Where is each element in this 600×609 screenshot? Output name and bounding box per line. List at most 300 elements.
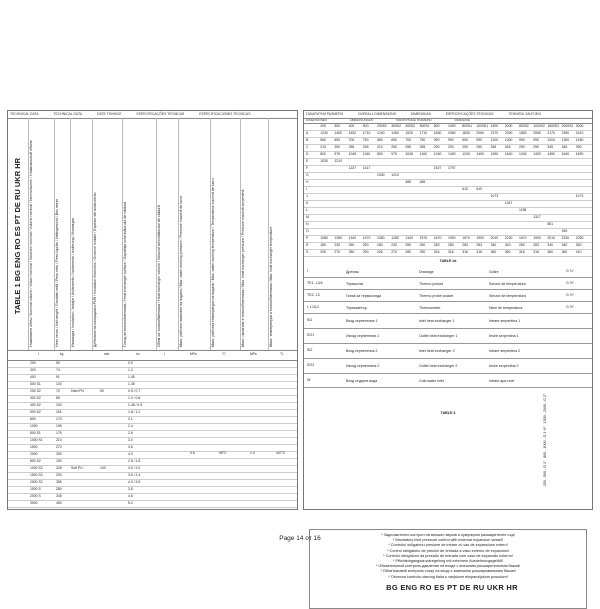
connection-code: SO1 [307,333,315,337]
table1-cell: 5.2 [128,501,133,505]
dim-cell: 800 [433,124,440,128]
connection-en: Outlet heat exchanger 1 [419,334,458,338]
dim-cell: 990 [448,138,454,142]
dim-cell: 1045 [348,152,357,156]
dim-cell: 250 [419,243,426,247]
dim-cell: 1450 [547,152,555,156]
dim-cell: 1640 [504,152,513,156]
dim-cell: 1450 [490,152,499,156]
connection-size: G ½" [566,281,575,285]
side-sizes [543,385,573,495]
dim-cell: 1080 [377,236,385,240]
table1-cell: 345 [56,494,62,498]
connection-code: I, L1/L2 [307,305,319,309]
table1-cell: 3000 [30,501,38,505]
table1-cell: 300 S2 [30,396,41,400]
warning-line: * Control obligatorio de presión de entrada a vaso externo de expansión! [386,548,509,553]
dim-cell: 1300 [504,138,513,142]
warning-line: * Controlo obrigatório da pressão de entrada com vaso de expansão externo! [383,553,513,558]
dim-cell: 380 [575,243,582,247]
dim-cell: 1073 [575,194,584,198]
dim-cell: 300S2 [391,124,401,128]
table1-cell: 70 [56,389,60,393]
table1-cell: 1.45 [128,375,135,379]
dim-cell: 1670 [433,236,442,240]
dim-cell: 1080 [320,236,328,240]
dim-cell: 1000 [448,124,456,128]
dim-cell: 1830 [519,131,527,135]
col-header-max-temp: Макс. работна температура на водата / Max. water working temperature / Temperatura maximă de lucru [210,118,241,350]
table1-cell: 0.9 / 0.7 [128,389,141,393]
dim-cell: 225 [377,250,383,254]
dim-cell: 255 [405,145,412,149]
dim-cell: 200 [320,124,326,128]
dim-cell: 2230 [561,236,570,240]
dim-cell: 1340 [405,236,413,240]
warning-line: * Obvezna kontrola ulaznog tlaka s vanjskom ekspanzijskom posudom! [388,574,508,579]
table1-cell: 91 [56,375,60,379]
dim-cell: M [306,215,309,219]
dim-cell: 1520 [405,131,413,135]
subheader-item: ABMESSUNGEN [349,118,374,122]
unit-cell: mm [104,352,110,356]
dim-cell: 230 [334,243,341,247]
connection-ro: Iesire serpentina 2 [489,364,519,368]
dim-cell: 1500S2 [547,124,560,128]
dim-cell: 560 [377,138,383,142]
col-header-hx-temp: Макс. температура в топлообменника / Max. heat exchanger temperature [268,118,297,350]
dim-cell: 283 [519,243,525,247]
table1-cell: 1000 [30,424,38,428]
connection-row [304,328,592,344]
header-item: OVERALL DIMENSIONS [357,112,396,116]
dim-cell: 1900 [533,236,541,240]
dim-cell: 1210 [334,159,342,163]
table1-cell: 2000 S [30,494,41,498]
side-sizes-text: 200 - 500 - G 1" 800 - 1000 - G 1 ½" 1500 - 2000 - G 2" [543,393,547,487]
table1-cell: 800 S1 [30,431,41,435]
dim-cell: 250 [362,243,369,247]
dim-cell: 210 [377,145,383,149]
dim-cell: 180 [377,243,383,247]
dim-cell: 650 [391,138,397,142]
connection-size: G ¾" [566,269,575,273]
connection-en: Thermometer [419,306,441,310]
col-header-volume: Номинален обем / Nominal volume / Volum nominal / Volumen nominal / Volume nominal / Nennvolumen / Номинальный объем [28,118,55,350]
dim-cell: 283 [533,243,539,247]
merged-max-temp: 95°C [219,451,227,455]
dim-cell: 316 [519,250,525,254]
table1-cell: 4.6 [128,494,133,498]
dim-cell: 800S1 [462,124,472,128]
dim-cell: 283 [476,243,483,247]
dim-cell: 650 [334,138,341,142]
header-item: TECHNICAL DATA [53,112,83,116]
dim-cell: I [306,187,307,191]
dim-cell: 2060 [476,131,484,135]
col-header-max-pressure: Макс. работно налягане на водата / Max. water working pressure / Presiune maximă de lucru [178,118,211,350]
table1-cell: 104 [56,403,62,407]
table1-cell: 1.8 / 1.2 [128,410,141,414]
connection-code: W [307,378,311,382]
warning-line: * Mandatory inlet pressure control with external expansion vessel! [392,538,504,543]
dim-cell: 290 [519,145,525,149]
dim-cell: 2250 [575,236,584,240]
table1-cell: 800 S2 [30,459,41,463]
dim-cell: 2060 [448,131,456,135]
dim-cell: 560 [320,138,326,142]
table1-cell: 330 [56,452,62,456]
table1-cell: 170 [56,417,62,421]
dim-cell: 1450 [575,138,584,142]
dim-cell: 316 [448,250,454,254]
connection-bg: Изход серпентина 1 [346,334,380,338]
dim-cell: 1000S1 [476,124,489,128]
unit-cell: MPa [250,352,257,356]
dim-cell: 316 [462,250,468,254]
dim-cell: 210 [320,145,326,149]
dim-cell: 1240 [519,152,527,156]
table1-cell: 1.45 / 0.9 [128,403,143,407]
dim-cell: 1830 [433,131,442,135]
table1-cell: 50 [100,389,104,393]
dim-cell: 340 [547,243,554,247]
table1-cell: 270 [56,445,62,449]
dim-cell: P [306,236,309,240]
dim-cell: 270 [391,250,397,254]
dim-cell: 1160 [362,152,371,156]
connection-bg: Вход студена вода [346,379,378,383]
dim-cell: 2010 [547,236,555,240]
dim-cell: 1690 [575,152,584,156]
table1-cell: 400 S2 [30,403,41,407]
dim-cell: 2390 [561,131,570,135]
table1-cell: 100 [100,466,106,470]
dim-cell: 975 [391,152,397,156]
dim-cell: 400S2 [405,124,416,128]
dim-cell: H [306,180,309,184]
dim-cell: 283 [462,243,468,247]
table1-cell: 2.6 [128,431,133,435]
table1-cell: 2.4 [128,424,133,428]
table1-cell: 1000 S2 [30,466,43,470]
dim-cell: 250 [348,243,355,247]
connection-ro: Iesire serpentina 1 [489,334,519,338]
connection-row [304,313,592,329]
dim-cell: A [306,131,309,135]
col-header-insulation: Изолация / Insulation / Izolaţie / Aislamiento / Isolamento / Isolierung / Изоляция [70,118,93,350]
dim-cell: 345 [561,145,568,149]
dim-cell: 945 [561,229,568,233]
connection-en: Thermo pocket [419,282,443,286]
table1-cell: 300 [30,368,36,372]
dim-cell: 1240 [433,152,442,156]
table1-cell: 210 [56,438,62,442]
dim-cell: 851 [547,222,554,226]
header-item: DATE TEHNICE [97,112,122,116]
dim-cell: 1527 [433,166,442,170]
connection-bg: Термостат [346,282,364,286]
dim-cell: 2010 [490,236,499,240]
header-item: TEHNIČKI ZAHTJEVI [508,112,542,116]
unit-cell: m² [136,352,140,356]
col-header-hx-surface: Площ на топлообменника / Heat exchanger surface / Suprafaţa schimbătorului de căldură [122,118,157,350]
dim-cell: 255 [362,145,369,149]
dim-cell: 283 [448,243,454,247]
dim-cell: 290 [362,250,369,254]
connection-size: G ½" [566,305,575,309]
dim-cell: 360 [504,250,511,254]
connection-code: SI1 [307,318,313,322]
left-sheet-technical-data [7,110,298,510]
dim-cell: 2000 [504,124,513,128]
unit-cell: °C [222,352,226,356]
dim-cell: 700 [348,138,355,142]
connection-bg: Гилза за термосонда [346,294,382,298]
dim-cell: 1570 [362,236,371,240]
connection-bg: Вход серпентина 1 [346,319,378,323]
table1-cell: 800 [30,417,36,421]
table1-cell: 200 S2 [30,389,41,393]
subheader-item: DIMENSIONES [306,118,328,122]
dim-cell: 290 [433,145,440,149]
warning-line: * Controlul obligatoriu presiune de intrare cu vas de expansiune extern! [388,543,508,548]
table1-cell: 195 [56,424,62,428]
col-header-hx-volume: Обем на топлообменника / Heat exchanger volume / Volumul schimbătorului de căldură [156,118,179,350]
dim-cell: 410 [575,250,582,254]
dim-cell: 500 [362,124,369,128]
dim-cell: 1000S2 [533,124,545,128]
dim-cell: 1300 [561,138,570,142]
table1-cell: 355 [56,480,62,484]
right-sheet-dimensions [303,110,593,592]
warning-line: * Pflichteingangsdruckregelung mit externem Ausdehnungsgefäß! [392,559,504,563]
table1-cell: 2000 S2 [30,480,43,484]
dim-cell: 1830 [462,131,470,135]
table1-cell: 59 [56,361,60,365]
dim-cell: 1400 [533,152,541,156]
table1-cell: 0.9 [128,361,133,365]
connection-ro: Senzor de temperatura [489,294,526,298]
dim-cell: 990 [533,138,539,142]
dim-cell: 360 [547,250,554,254]
warning-line: * Обов'язковий контроль тиску на вході з зовнішнім розширювальним баком! [380,569,516,574]
dim-cell: 2170 [490,131,499,135]
dim-cell: 1045 [405,152,413,156]
connection-bg: Термометър [346,306,367,310]
dim-cell: 1347 [504,201,513,205]
dim-cell: 1340 [348,236,357,240]
dim-cell: 1670 [519,236,527,240]
table1-cell: 3.6 / 2.4 [128,473,141,477]
dim-cell: N [306,222,309,226]
dim-cell: 1227 [348,166,357,170]
dim-cell: 280 [405,250,412,254]
dim-cell: 1030 [320,159,328,163]
table1-cell: 4.3 [128,452,133,456]
table1-cell: 1.2 [128,368,133,372]
dim-cell: 255 [348,145,355,149]
connection-row [304,343,592,359]
warning-line: * Задължително контрол на външен звуков и кумулиран разширителен съд! [381,533,515,537]
table1-cell: 190 [56,459,62,463]
connection-en: Cold water inlet [419,379,444,383]
col-header-hx-pressure: Макс. налягане в топлообменника / Max. heat exchanger pressure / Presiune maximă serpentină [240,118,269,350]
dim-cell: 500S2 [419,124,430,128]
table1-cell: 2000 [30,452,38,456]
dim-cell: 750 [362,138,369,142]
dim-cell: 1160 [419,152,427,156]
dim-cell: 1280 [334,236,342,240]
connection-en: Outlet heat exchanger 2 [419,364,458,368]
dim-cell: G [306,173,309,177]
dim-cell: 290 [448,145,454,149]
table1-cell: 500 S2 [30,410,41,414]
dim-cell: 316 [476,250,483,254]
connection-ro: Golire [489,270,499,274]
table1-cell: Hard PU [71,389,85,393]
dim-cell: 2390 [504,131,513,135]
table1-cell: 4.3 / 2.8 [128,480,141,484]
dim-cell: B [306,138,309,142]
dim-cell: 1240 [462,152,470,156]
dim-cell: 255 [419,145,426,149]
dim-cell: 345 [490,145,497,149]
dim-cell: 345 [547,145,554,149]
dim-cell: 1240 [377,131,385,135]
dim-cell: R [306,243,309,247]
table1-cell: 450 [56,501,62,505]
dim-cell: 360 [490,250,497,254]
dim-cell: 1400 [476,152,484,156]
warning-line: * Обязательный контроль давления на входе с внешним расширительным баком! [375,564,521,569]
table1-cell: 400 [30,375,36,379]
connection-row [304,358,592,374]
header-item: DIMENSIUNI [410,112,431,116]
table1-cell: 74 [56,368,60,372]
connection-ro: Intrare serpentina 1 [489,319,521,323]
table1-cell: 1.2 / 0.8 [128,396,141,400]
page-footer: Page 14 от 16 [279,535,321,542]
dim-cell: 1710 [362,131,371,135]
dim-cell: F [306,166,309,170]
table1-title-text: TABLE 1 BG ENG RO ES PT DE RU UKR HR [13,157,22,315]
col-header-weight: Нето тегло / Net weight / Greutate netă / Peso neto / Peso líquido / Nettogewicht / Вес нетто [54,118,71,350]
connection-en: Inlet heat exchanger 1 [419,319,455,323]
dim-cell: 1670 [462,236,470,240]
table1-cell: 3.8 [128,487,133,491]
table1-cell: 1500 S2 [30,473,43,477]
dim-cell: 1198 [519,208,527,212]
unit-cell: °C [280,352,284,356]
header-item: ГАБАРИТНИ РАЗМЕРИ [306,112,343,116]
dim-cell: 1570 [419,236,428,240]
table1-cell: 103 [56,382,62,386]
dim-cell: 340 [490,243,497,247]
dim-cell: 1073 [490,194,499,198]
dim-cell: 1030 [377,173,385,177]
dim-cell: 990 [476,138,483,142]
dim-cell: 200S2 [377,124,387,128]
table1-cell: 500 S1 [30,382,41,386]
dim-cell: D [306,152,309,156]
dim-cell: 1280 [391,236,399,240]
dim-cell: 1200 [490,138,499,142]
header-item: ESPECIFICAÇÕES TÉCNICAS [445,112,494,116]
dim-cell: 465 [405,180,412,184]
dim-cell: 700 [405,138,412,142]
dim-cell: 2170 [547,131,555,135]
unit-cell: kg [60,352,64,356]
connection-ro: Nivel de temperatura [489,306,523,310]
merged-max-pressure: 0.6 [190,451,195,455]
dim-cell: O [306,229,309,233]
table1-cell: 200 [30,361,36,365]
connection-code: TE1, L3/4 [307,281,323,285]
connection-en: Drainage [419,270,434,274]
dim-cell: 180 [320,243,326,247]
dim-cell: K [306,201,309,205]
unit-cell: l [38,352,39,356]
connection-ro: Intrare serpentina 2 [489,349,521,353]
unit-cell: MPa [190,352,197,356]
connection-ro: Intrare apa rece [489,379,515,383]
dim-row [304,249,592,257]
dim-cell: 1500 [490,124,499,128]
dim-cell: J [306,194,308,198]
subheader-item: DIMENZIJE [454,118,471,122]
dim-cell: 360 [561,250,568,254]
dim-cell: 345 [504,145,511,149]
connection-size: G ½" [566,293,575,297]
dim-cell: 800 [377,152,383,156]
dim-cell: 230 [391,243,397,247]
table1-cell: 85 [56,396,60,400]
connection-code: SI2 [307,348,313,352]
dim-cell: 316 [533,250,539,254]
dim-cell: 250 [405,243,412,247]
unit-cell: l [164,352,165,356]
dim-cell: 3000 [575,124,584,128]
dim-cell: S [306,250,309,254]
dim-cell: 340 [561,243,568,247]
table1-row [8,500,297,508]
dim-cell: 990 [462,138,468,142]
dim-cell: E [306,159,309,163]
dim-cell: 1640 [561,152,570,156]
dim-cell: 1450 [334,131,342,135]
dim-cell: 975 [334,152,341,156]
dim-cell: 1317 [533,215,541,219]
dim-cell: 316 [433,250,440,254]
table1-cell: 1000 S1 [30,438,43,442]
table1-cell: 3.6 [128,445,133,449]
connection-code: SO2 [307,363,315,367]
connection-bg: Изход серпентина 2 [346,364,380,368]
connection-code: TE2, L3 [307,293,320,297]
dim-cell: 800S2 [519,124,529,128]
connection-bg: Вход серпентина 2 [346,349,378,353]
connection-code: I [307,269,308,273]
dim-cell: 610 [476,187,483,191]
header-item: ESPECIFICAÇÕES TÉCNICAS [136,112,185,116]
table1-cell: 175 [56,431,62,435]
col-header-insulation-thickness: Дебелина на изолацията PUR / Insulation thickness / Grosime izolație / Espesor del aislamiento [92,118,123,350]
table1-cell: 225 [56,466,62,470]
connection-ro: Senzor de temperatura [489,282,526,286]
dim-cell: L [306,208,308,212]
dim-cell: 990 [433,138,440,142]
